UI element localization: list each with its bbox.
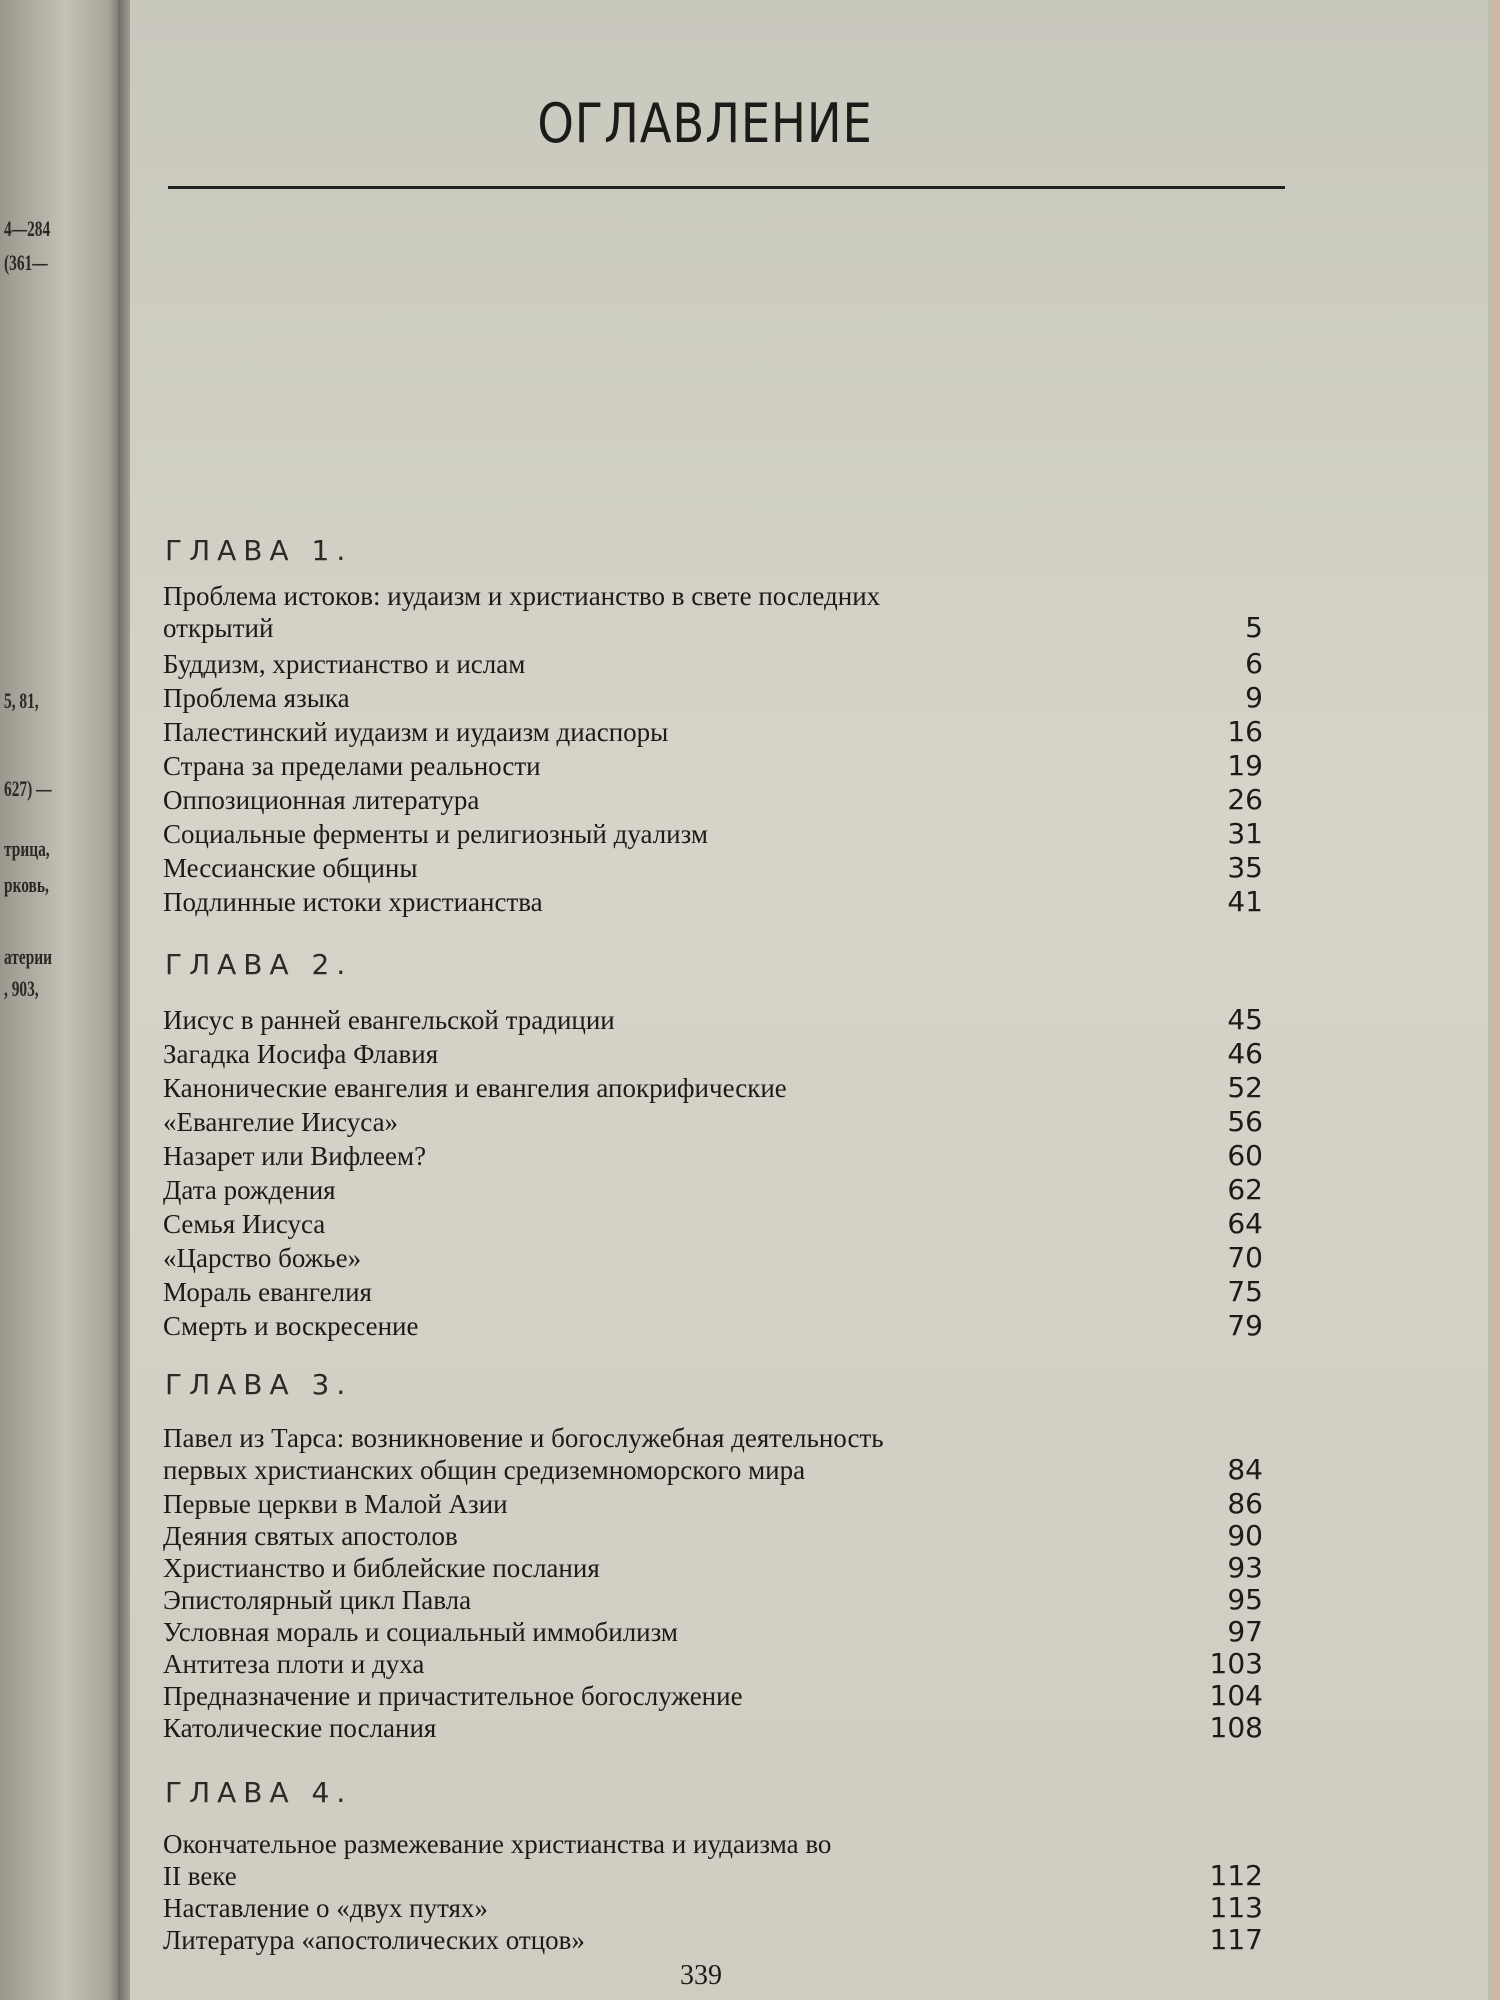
entry-title: «Евангелие Иисуса» [163,1107,399,1137]
toc-entry[interactable] [163,1520,1263,1552]
entry-page: 117 [1209,1923,1263,1956]
left-fragment: 627) — [4,776,52,801]
entry-page: 9 [1245,681,1263,714]
entry-title: Павел из Тарса: возникновение и богослужебная деятельность [163,1423,884,1453]
entry-page: 56 [1227,1105,1263,1138]
toc-entry[interactable] [163,1924,1263,1956]
left-fragment: (361— [4,250,48,275]
entry-page: 41 [1227,885,1263,918]
entry-page: 113 [1209,1891,1263,1924]
toc-entry[interactable] [163,852,1263,884]
entry-title: Христианство и библейские послания [163,1553,600,1583]
entry-page: 6 [1245,647,1263,680]
toc-entry[interactable] [163,1712,1263,1744]
right-page-edge [1488,0,1500,2000]
toc-entry[interactable] [163,580,1263,644]
entry-title-continued: первых христианских общин средиземноморского мира [163,1455,806,1485]
entry-title: Мессианские общины [163,853,418,883]
toc-entry[interactable] [163,1004,1263,1036]
entry-page: 35 [1227,851,1263,884]
entry-page: 19 [1227,749,1263,782]
entry-page: 104 [1209,1679,1263,1712]
entry-title: Католические послания [163,1713,437,1743]
page-title: ОГЛАВЛЕНИЕ [537,92,873,155]
entry-title: Литература «апостолических отцов» [163,1925,585,1955]
entry-page: 108 [1209,1711,1263,1744]
entry-title: Эпистолярный цикл Павла [163,1585,472,1615]
entry-title: Палестинский иудаизм и иудаизм диаспоры [163,717,669,747]
entry-page: 75 [1227,1275,1263,1308]
entry-page: 79 [1227,1309,1263,1342]
entry-title: Предназначение и причастительное богослужение [163,1681,743,1711]
entry-title: Первые церкви в Малой Азии [163,1489,508,1519]
left-fragment: атерии [4,944,53,969]
entry-page: 112 [1209,1859,1263,1892]
entry-title: Социальные ферменты и религиозный дуализм [163,819,708,849]
toc-entry[interactable] [163,1422,1263,1486]
entry-title-continued: открытий [163,613,274,643]
toc-entry[interactable] [163,1038,1263,1070]
toc-entry[interactable] [163,784,1263,816]
entry-title: Оппозиционная литература [163,785,480,815]
page-number: 339 [680,1960,722,1991]
entry-title: Деяния святых апостолов [163,1521,458,1551]
entry-title: Иисус в ранней евангельской традиции [163,1005,615,1035]
chapter-heading: ГЛАВА 4. [165,1776,353,1809]
left-fragment: , 903, [4,976,39,1001]
toc-entry[interactable] [163,1140,1263,1172]
toc-entry[interactable] [163,648,1263,680]
toc-entry[interactable] [163,716,1263,748]
entry-page: 86 [1227,1487,1263,1520]
toc-entry[interactable] [163,1276,1263,1308]
entry-title: Окончательное размежевание христианства и иудаизма во [163,1829,832,1859]
toc-entry[interactable] [163,750,1263,782]
toc-entry[interactable] [163,1892,1263,1924]
title-rule [168,186,1285,189]
toc-entry[interactable] [163,1106,1263,1138]
toc-entry[interactable] [163,1208,1263,1240]
toc-entry[interactable] [163,1552,1263,1584]
toc-entry[interactable] [163,818,1263,850]
left-page-edge [0,0,120,2000]
entry-title-continued: II веке [163,1861,237,1891]
chapter-heading: ГЛАВА 2. [165,948,353,981]
toc-entry[interactable] [163,1242,1263,1274]
entry-page: 90 [1227,1519,1263,1552]
toc-entry[interactable] [163,1310,1263,1342]
entry-page: 45 [1227,1003,1263,1036]
toc-entry[interactable] [163,1680,1263,1712]
entry-page: 62 [1227,1173,1263,1206]
entry-title: Загадка Иосифа Флавия [163,1039,439,1069]
entry-title: Антитеза плоти и духа [163,1649,425,1679]
entry-title: Смерть и воскресение [163,1311,419,1341]
toc-entry[interactable] [163,1488,1263,1520]
entry-page: 52 [1227,1071,1263,1104]
entry-page: 93 [1227,1551,1263,1584]
entry-page: 31 [1227,817,1263,850]
entry-page: 97 [1227,1615,1263,1648]
chapter-heading: ГЛАВА 3. [165,1368,353,1401]
entry-page: 16 [1227,715,1263,748]
entry-title: Мораль евангелия [163,1277,372,1307]
left-fragment: 4—284 [4,216,51,241]
left-fragment: рковь, [4,872,49,897]
entry-title: Дата рождения [163,1175,336,1205]
entry-title: Условная мораль и социальный иммобилизм [163,1617,679,1647]
entry-title: Канонические евангелия и евангелия апокрифические [163,1073,787,1103]
entry-title: «Царство божье» [163,1243,362,1273]
toc-entry[interactable] [163,1584,1263,1616]
entry-title: Проблема языка [163,683,350,713]
toc-entry[interactable] [163,1828,1263,1892]
toc-entry[interactable] [163,1616,1263,1648]
entry-page: 84 [1227,1453,1263,1486]
entry-title: Семья Иисуса [163,1209,326,1239]
entry-title: Проблема истоков: иудаизм и христианство в свете последних [163,581,881,611]
entry-title: Подлинные истоки христианства [163,887,543,917]
entry-page: 60 [1227,1139,1263,1172]
entry-page: 26 [1227,783,1263,816]
entry-title: Буддизм, христианство и ислам [163,649,526,679]
toc-entry[interactable] [163,1648,1263,1680]
entry-page: 64 [1227,1207,1263,1240]
entry-title: Страна за пределами реальности [163,751,541,781]
toc-entry[interactable] [163,1072,1263,1104]
entry-page: 5 [1245,611,1263,644]
entry-title: Наставление о «двух путях» [163,1893,488,1923]
entry-page: 46 [1227,1037,1263,1070]
toc-entry[interactable] [163,886,1263,918]
toc-entry[interactable] [163,1174,1263,1206]
entry-page: 70 [1227,1241,1263,1274]
entry-page: 103 [1209,1647,1263,1680]
entry-title: Назарет или Вифлеем? [163,1141,427,1171]
left-fragment: 5, 81, [4,688,39,713]
left-fragment: трица, [4,836,50,861]
chapter-heading: ГЛАВА 1. [165,534,353,567]
toc-entry[interactable] [163,682,1263,714]
entry-page: 95 [1227,1583,1263,1616]
